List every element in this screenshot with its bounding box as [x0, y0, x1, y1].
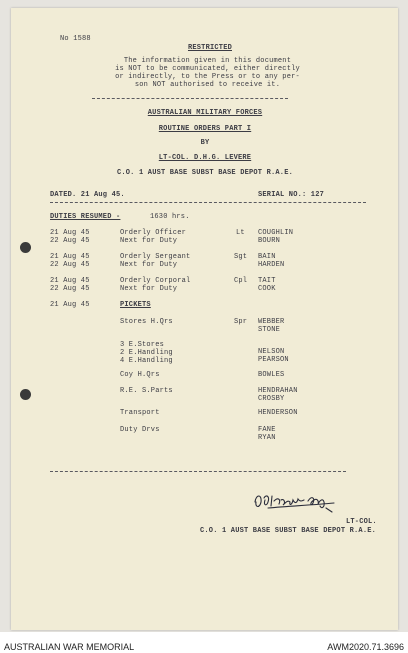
pickets-date: 21 Aug 45 — [50, 301, 90, 309]
archive-footer — [0, 632, 408, 653]
classification: RESTRICTED — [187, 44, 232, 52]
notice-line-2: is NOT to be communicated, either directly — [115, 65, 300, 73]
footer-accession: AWM2020.71.3696 — [327, 642, 404, 652]
dated: DATED. 21 Aug 45. — [50, 191, 125, 199]
duties-time: 1630 hrs. — [150, 213, 190, 221]
punch-hole — [20, 389, 31, 400]
handwritten-signature — [252, 488, 342, 514]
document-number: No 1588 — [60, 35, 91, 43]
by-line: BY — [200, 139, 210, 147]
divider — [92, 98, 288, 99]
divider — [50, 471, 346, 472]
serial-number: SERIAL NO.: 127 — [258, 191, 325, 199]
orders-title: ROUTINE ORDERS PART I — [158, 125, 252, 133]
footer-source: AUSTRALIAN WAR MEMORIAL — [4, 642, 135, 652]
notice-line-4: son NOT authorised to receive it. — [134, 81, 281, 89]
divider — [50, 202, 366, 203]
pickets-heading: PICKETS — [120, 301, 151, 309]
notice-line-3: or indirectly, to the Press or to any per- — [115, 73, 300, 81]
duties-heading: DUTIES RESUMED - — [50, 213, 121, 221]
notice-line-1: The information given in this document — [123, 57, 292, 65]
officer-name: LT-COL. D.H.G. LEVERE — [158, 154, 252, 162]
unit-title: C.O. 1 AUST BASE SUBST BASE DEPOT R.A.E. — [116, 169, 294, 177]
signature-unit: C.O. 1 AUST BASE SUBST BASE DEPOT R.A.E. — [200, 527, 377, 535]
signature-rank: LT-COL. — [346, 518, 377, 526]
document-page — [11, 8, 398, 630]
force-title: AUSTRALIAN MILITARY FORCES — [147, 109, 263, 117]
punch-hole — [20, 242, 31, 253]
